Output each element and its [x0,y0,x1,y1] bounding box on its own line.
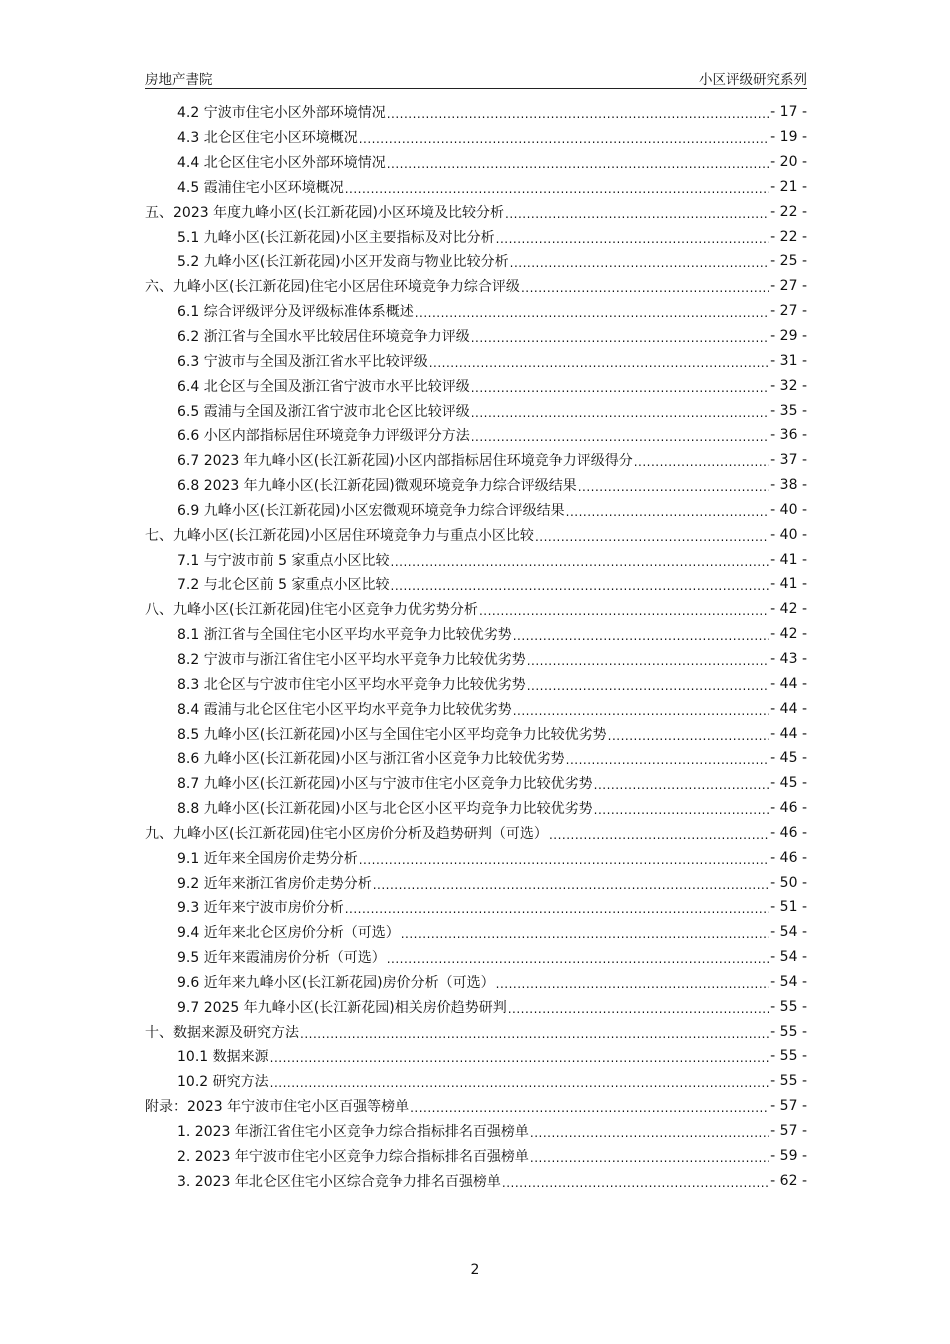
toc-entry[interactable] [145,423,807,448]
toc-dot-leader [527,652,769,666]
toc-entry-page: - 50 - [770,874,807,891]
toc-entry-page: - 22 - [770,228,807,245]
toc-entry-title: 4.4 北仑区住宅小区外部环境情况 [177,155,386,172]
toc-dot-leader [496,975,770,989]
toc-entry-title: 4.2 宁波市住宅小区外部环境情况 [177,105,386,122]
toc-dot-leader [471,404,769,418]
toc-entry-page: - 57 - [770,1123,807,1140]
toc-entry[interactable] [145,448,807,473]
toc-entry-page: - 55 - [770,998,807,1015]
toc-dot-leader [391,577,770,591]
page-header [145,66,807,89]
toc-entry-title: 十、数据来源及研究方法 [145,1024,299,1041]
toc-entry-page: - 62 - [770,1172,807,1189]
toc-dot-leader [578,478,769,492]
toc-entry-title: 6.4 北仑区与全国及浙江省宁波市水平比较评级 [177,378,470,395]
toc-entry-title: 5.2 九峰小区(长江新花园)小区开发商与物业比较分析 [177,254,509,271]
toc-entry-title: 9.5 近年来霞浦房价分析（可选） [177,950,386,967]
toc-entry-title: 6.8 2023 年九峰小区(长江新花园)微观环境竞争力综合评级结果 [177,478,577,495]
toc-entry-page: - 27 - [770,278,807,295]
toc-entry-title: 4.5 霞浦住宅小区环境概况 [177,179,344,196]
toc-entry-page: - 38 - [770,477,807,494]
toc-dot-leader [415,304,769,318]
toc-entry-page: - 27 - [770,303,807,320]
toc-entry[interactable] [145,622,807,647]
toc-dot-leader [594,801,770,815]
toc-dot-leader [566,751,770,765]
toc-entry-page: - 46 - [770,800,807,817]
toc-entry[interactable] [145,299,807,324]
header-right-title: 小区评级研究系列 [699,72,807,88]
toc-entry[interactable] [145,498,807,523]
toc-dot-leader [387,105,769,119]
toc-entry-title: 6.9 九峰小区(长江新花园)小区宏微观环境竞争力综合评级结果 [177,502,565,519]
toc-dot-leader [373,876,769,890]
toc-dot-leader [359,851,769,865]
toc-entry[interactable] [145,547,807,572]
toc-dot-leader [300,1025,769,1039]
toc-dot-leader [345,900,769,914]
toc-entry[interactable] [145,870,807,895]
toc-entry-title: 8.7 九峰小区(长江新花园)小区与宁波市住宅小区竞争力比较优劣势 [177,776,593,793]
toc-entry[interactable] [145,572,807,597]
toc-entry[interactable] [145,994,807,1019]
toc-entry-title: 6.5 霞浦与全国及浙江省宁波市北仑区比较评级 [177,403,470,420]
toc-entry[interactable] [145,373,807,398]
toc-entry-page: - 19 - [770,129,807,146]
toc-entry-page: - 45 - [770,775,807,792]
toc-dot-leader [634,453,769,467]
toc-entry-title: 9.4 近年来北仑区房价分析（可选） [177,925,400,942]
toc-entry-page: - 44 - [770,700,807,717]
toc-entry-page: - 54 - [770,973,807,990]
toc-dot-leader [530,1149,769,1163]
toc-entry-title: 9.2 近年来浙江省房价走势分析 [177,875,372,892]
toc-entry-page: - 32 - [770,377,807,394]
toc-entry[interactable] [145,1143,807,1168]
toc-entry-page: - 25 - [770,253,807,270]
toc-entry[interactable] [145,796,807,821]
toc-entry-page: - 45 - [770,750,807,767]
toc-entry[interactable] [145,324,807,349]
toc-entry-page: - 42 - [770,601,807,618]
toc-entry[interactable] [145,820,807,845]
toc-dot-leader [549,826,769,840]
toc-entry[interactable] [145,100,807,125]
header-left-title: 房地产書院 [145,72,213,88]
toc-entry-page: - 55 - [770,1023,807,1040]
toc-entry-title: 6.6 小区内部指标居住环境竞争力评级评分方法 [177,428,470,445]
toc-entry[interactable] [145,249,807,274]
toc-entry-page: - 20 - [770,154,807,171]
toc-dot-leader [521,279,769,293]
toc-entry-page: - 54 - [770,949,807,966]
toc-dot-leader [410,1099,769,1113]
toc-entry-title: 6.1 综合评级评分及评级标准体系概述 [177,304,414,321]
toc-entry-page: - 57 - [770,1098,807,1115]
toc-entry-page: - 54 - [770,924,807,941]
toc-entry-title: 九、九峰小区(长江新花园)住宅小区房价分析及趋势研判（可选） [145,825,548,842]
toc-entry-page: - 22 - [770,203,807,220]
toc-entry-title: 8.5 九峰小区(长江新花园)小区与全国住宅小区平均竞争力比较优劣势 [177,726,607,743]
toc-dot-leader [270,1074,770,1088]
toc-entry[interactable] [145,398,807,423]
toc-dot-leader [513,702,769,716]
toc-entry[interactable] [145,125,807,150]
toc-entry[interactable] [145,647,807,672]
toc-dot-leader [471,428,769,442]
toc-entry-title: 6.2 浙江省与全国水平比较居住环境竞争力评级 [177,329,470,346]
toc-entry[interactable] [145,150,807,175]
toc-dot-leader [513,627,769,641]
toc-entry[interactable] [145,920,807,945]
toc-entry-title: 9.3 近年来宁波市房价分析 [177,900,344,917]
toc-entry-title: 8.3 北仑区与宁波市住宅小区平均水平竞争力比较优劣势 [177,676,526,693]
toc-entry-page: - 59 - [770,1147,807,1164]
toc-entry-page: - 44 - [770,725,807,742]
toc-entry[interactable] [145,597,807,622]
toc-entry-title: 3. 2023 年北仑区住宅小区综合竞争力排名百强榜单 [177,1173,501,1190]
toc-dot-leader [345,180,769,194]
toc-entry[interactable] [145,746,807,771]
toc-entry-title: 2. 2023 年宁波市住宅小区竞争力综合指标排名百强榜单 [177,1148,529,1165]
toc-dot-leader [471,379,769,393]
toc-entry-page: - 43 - [770,650,807,667]
toc-entry[interactable] [145,473,807,498]
toc-entry-title: 五、2023 年度九峰小区(长江新花园)小区环境及比较分析 [145,204,505,221]
toc-entry-title: 10.1 数据来源 [177,1049,269,1066]
toc-dot-leader [387,155,769,169]
toc-entry-title: 9.1 近年来全国房价走势分析 [177,850,358,867]
toc-entry-page: - 46 - [770,824,807,841]
toc-entry[interactable] [145,274,807,299]
toc-entry[interactable] [145,224,807,249]
toc-dot-leader [502,1174,769,1188]
toc-entry-title: 6.7 2023 年九峰小区(长江新花园)小区内部指标居住环境竞争力评级得分 [177,453,633,470]
toc-entry[interactable] [145,199,807,224]
toc-entry-title: 8.2 宁波市与浙江省住宅小区平均水平竞争力比较优劣势 [177,651,526,668]
toc-entry-page: - 36 - [770,427,807,444]
toc-entry[interactable] [145,945,807,970]
toc-entry-title: 8.6 九峰小区(长江新花园)小区与浙江省小区竞争力比较优劣势 [177,751,565,768]
toc-entry[interactable] [145,1044,807,1069]
toc-dot-leader [510,254,770,268]
toc-entry-page: - 40 - [770,526,807,543]
toc-entry-title: 6.3 宁波市与全国及浙江省水平比较评级 [177,353,428,370]
toc-entry-title: 八、九峰小区(长江新花园)住宅小区竞争力优劣势分析 [145,602,478,619]
toc-entry[interactable] [145,1119,807,1144]
toc-entry[interactable] [145,522,807,547]
toc-entry-page: - 35 - [770,402,807,419]
toc-entry[interactable] [145,970,807,995]
toc-dot-leader [479,602,769,616]
toc-entry-title: 4.3 北仑区住宅小区环境概况 [177,130,358,147]
toc-dot-leader [387,950,769,964]
toc-entry-title: 8.4 霞浦与北仑区住宅小区平均水平竞争力比较优劣势 [177,701,512,718]
toc-entry-page: - 55 - [770,1048,807,1065]
toc-entry[interactable] [145,771,807,796]
toc-entry-page: - 55 - [770,1073,807,1090]
toc-entry-page: - 46 - [770,849,807,866]
toc-entry-title: 8.8 九峰小区(长江新花园)小区与北仑区小区平均竞争力比较优劣势 [177,801,593,818]
toc-entry-page: - 44 - [770,675,807,692]
toc-entry[interactable] [145,1168,807,1193]
toc-entry[interactable] [145,671,807,696]
toc-entry-title: 7.2 与北仑区前 5 家重点小区比较 [177,577,390,594]
toc-entry-page: - 42 - [770,626,807,643]
toc-dot-leader [429,354,769,368]
toc-dot-leader [359,130,769,144]
toc-dot-leader [391,553,770,567]
toc-dot-leader [508,1000,769,1014]
toc-dot-leader [270,1049,770,1063]
toc-entry[interactable] [145,845,807,870]
toc-entry-title: 8.1 浙江省与全国住宅小区平均水平竞争力比较优劣势 [177,627,512,644]
toc-entry[interactable] [145,1094,807,1119]
toc-entry-title: 9.6 近年来九峰小区(长江新花园)房价分析（可选） [177,974,495,991]
toc-entry[interactable] [145,175,807,200]
toc-entry-page: - 29 - [770,328,807,345]
toc-entry-page: - 31 - [770,352,807,369]
toc-entry-page: - 17 - [770,104,807,121]
toc-entry-page: - 41 - [770,576,807,593]
toc-dot-leader [527,677,769,691]
toc-entry-title: 10.2 研究方法 [177,1074,269,1091]
toc-entry-page: - 37 - [770,452,807,469]
toc-entry[interactable] [145,1019,807,1044]
toc-dot-leader [566,503,770,517]
toc-dot-leader [608,727,770,741]
table-of-contents [145,100,807,1193]
toc-dot-leader [496,230,770,244]
toc-entry-title: 7.1 与宁波市前 5 家重点小区比较 [177,552,390,569]
toc-entry-page: - 40 - [770,501,807,518]
toc-entry-title: 9.7 2025 年九峰小区(长江新花园)相关房价趋势研判 [177,999,507,1016]
toc-dot-leader [401,925,769,939]
toc-dot-leader [505,205,769,219]
toc-entry-title: 附录：2023 年宁波市住宅小区百强等榜单 [145,1099,410,1116]
toc-entry[interactable] [145,895,807,920]
toc-dot-leader [471,329,769,343]
toc-entry[interactable] [145,1069,807,1094]
toc-dot-leader [535,528,769,542]
toc-entry-page: - 41 - [770,551,807,568]
toc-dot-leader [530,1124,769,1138]
toc-entry[interactable] [145,348,807,373]
toc-entry-title: 1. 2023 年浙江省住宅小区竞争力综合指标排名百强榜单 [177,1124,529,1141]
toc-entry[interactable] [145,696,807,721]
toc-entry-title: 七、九峰小区(长江新花园)小区居住环境竞争力与重点小区比较 [145,527,534,544]
toc-entry-page: - 51 - [770,899,807,916]
toc-entry-title: 5.1 九峰小区(长江新花园)小区主要指标及对比分析 [177,229,495,246]
toc-entry[interactable] [145,721,807,746]
toc-entry-page: - 21 - [770,178,807,195]
toc-dot-leader [594,776,770,790]
page-number: 2 [470,1262,480,1278]
toc-entry-title: 六、九峰小区(长江新花园)住宅小区居住环境竞争力综合评级 [145,279,520,296]
